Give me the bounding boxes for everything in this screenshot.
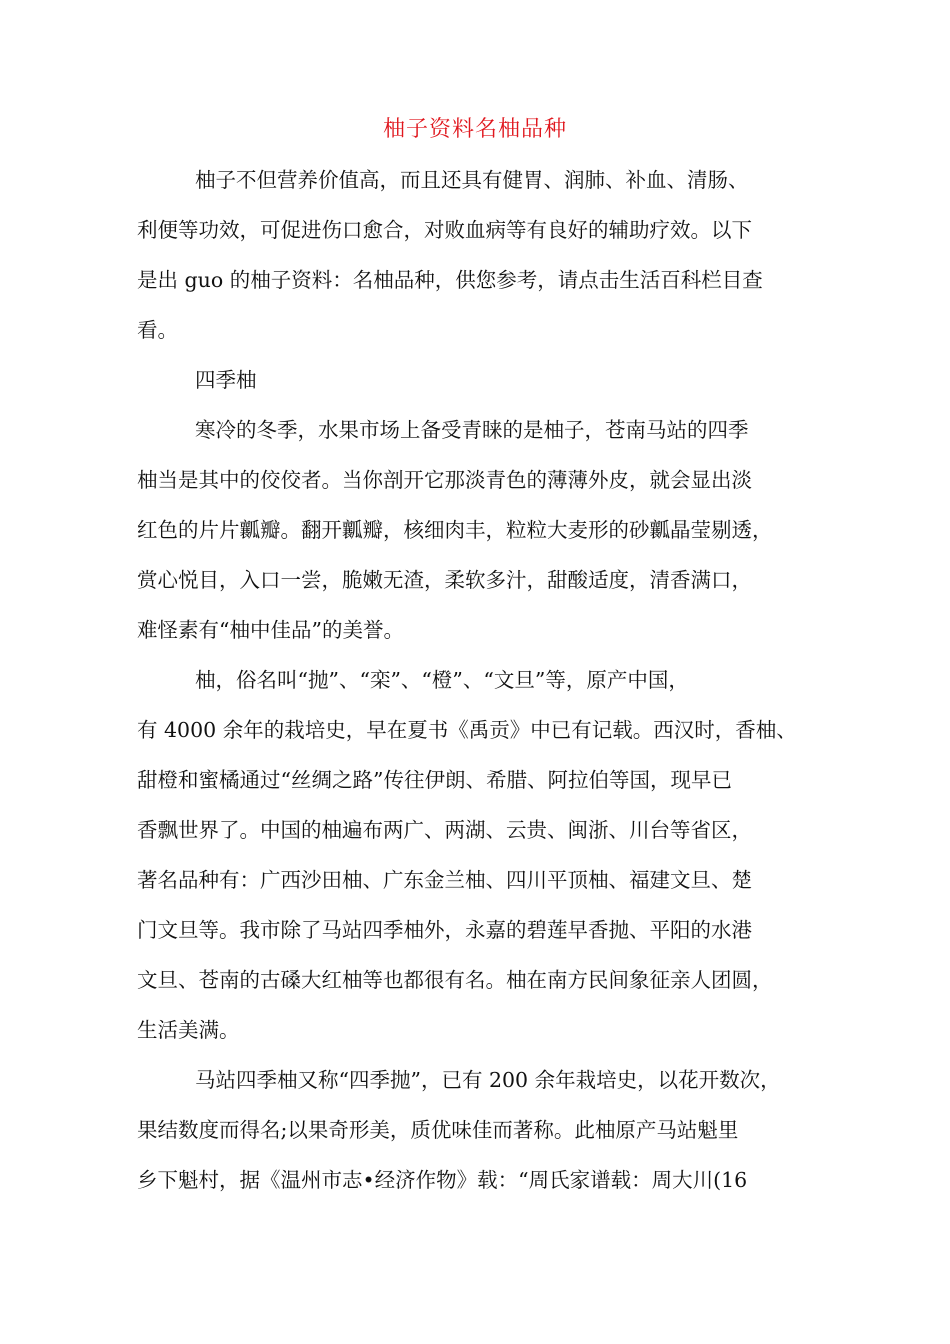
paragraph-4-line-2: 果结数度而得名;以果奇形美，质优味佳而著称。此柚原产马站魁里 xyxy=(137,1118,739,1142)
paragraph-3-line-2: 有 4000 余年的栽培史，早在夏书《禹贡》中已有记载。西汉时，香柚、 xyxy=(137,718,797,742)
paragraph-3-line-7: 文旦、苍南的古磉大红柚等也都很有名。柚在南方民间象征亲人团圆， xyxy=(137,968,773,992)
paragraph-2-line-5: 难怪素有“柚中佳品”的美誉。 xyxy=(137,618,404,642)
paragraph-3-line-6: 门文旦等。我市除了马站四季柚外，永嘉的碧莲早香抛、平阳的水港 xyxy=(137,918,752,942)
paragraph-2-line-4: 赏心悦目，入口一尝，脆嫩无渣，柔软多汁，甜酸适度，清香满口， xyxy=(137,568,752,592)
paragraph-3-line-5: 著名品种有：广西沙田柚、广东金兰柚、四川平顶柚、福建文旦、楚 xyxy=(137,868,752,892)
paragraph-1-line-1: 柚子不但营养价值高，而且还具有健胃、润肺、补血、清肠、 xyxy=(195,168,749,192)
paragraph-4-line-1: 马站四季柚又称“四季抛”，已有 200 余年栽培史，以花开数次， xyxy=(195,1068,781,1092)
paragraph-4-line-3: 乡下魁村，据《温州市志•经济作物》载：“周氏家谱载：周大川(16 xyxy=(137,1168,748,1192)
paragraph-3-line-4: 香飘世界了。中国的柚遍布两广、两湖、云贵、闽浙、川台等省区， xyxy=(137,818,752,842)
paragraph-3-line-1: 柚，俗名叫“抛”、“栾”、“橙”、“文旦”等，原产中国， xyxy=(195,668,689,692)
paragraph-1-line-4: 看。 xyxy=(137,318,178,342)
paragraph-2-line-2: 柚当是其中的佼佼者。当你剖开它那淡青色的薄薄外皮，就会显出淡 xyxy=(137,468,752,492)
document-title: 柚子资料名柚品种 xyxy=(382,117,567,142)
paragraph-3-line-3: 甜橙和蜜橘通过“丝绸之路”传往伊朗、希腊、阿拉伯等国，现早已 xyxy=(137,768,732,792)
paragraph-2-line-3: 红色的片片瓤瓣。翻开瓤瓣，核细肉丰，粒粒大麦形的砂瓤晶莹剔透， xyxy=(137,518,773,542)
section-heading: 四季柚 xyxy=(195,368,257,392)
paragraph-1-line-3: 是出 guo 的柚子资料：名柚品种，供您参考，请点击生活百科栏目查 xyxy=(137,268,763,292)
paragraph-2-line-1: 寒冷的冬季，水果市场上备受青睐的是柚子，苍南马站的四季 xyxy=(195,418,749,442)
paragraph-1-line-2: 利便等功效，可促进伤口愈合，对败血病等有良好的辅助疗效。以下 xyxy=(137,218,752,242)
document-body xyxy=(137,155,827,1205)
paragraph-3-line-8: 生活美满。 xyxy=(137,1018,240,1042)
